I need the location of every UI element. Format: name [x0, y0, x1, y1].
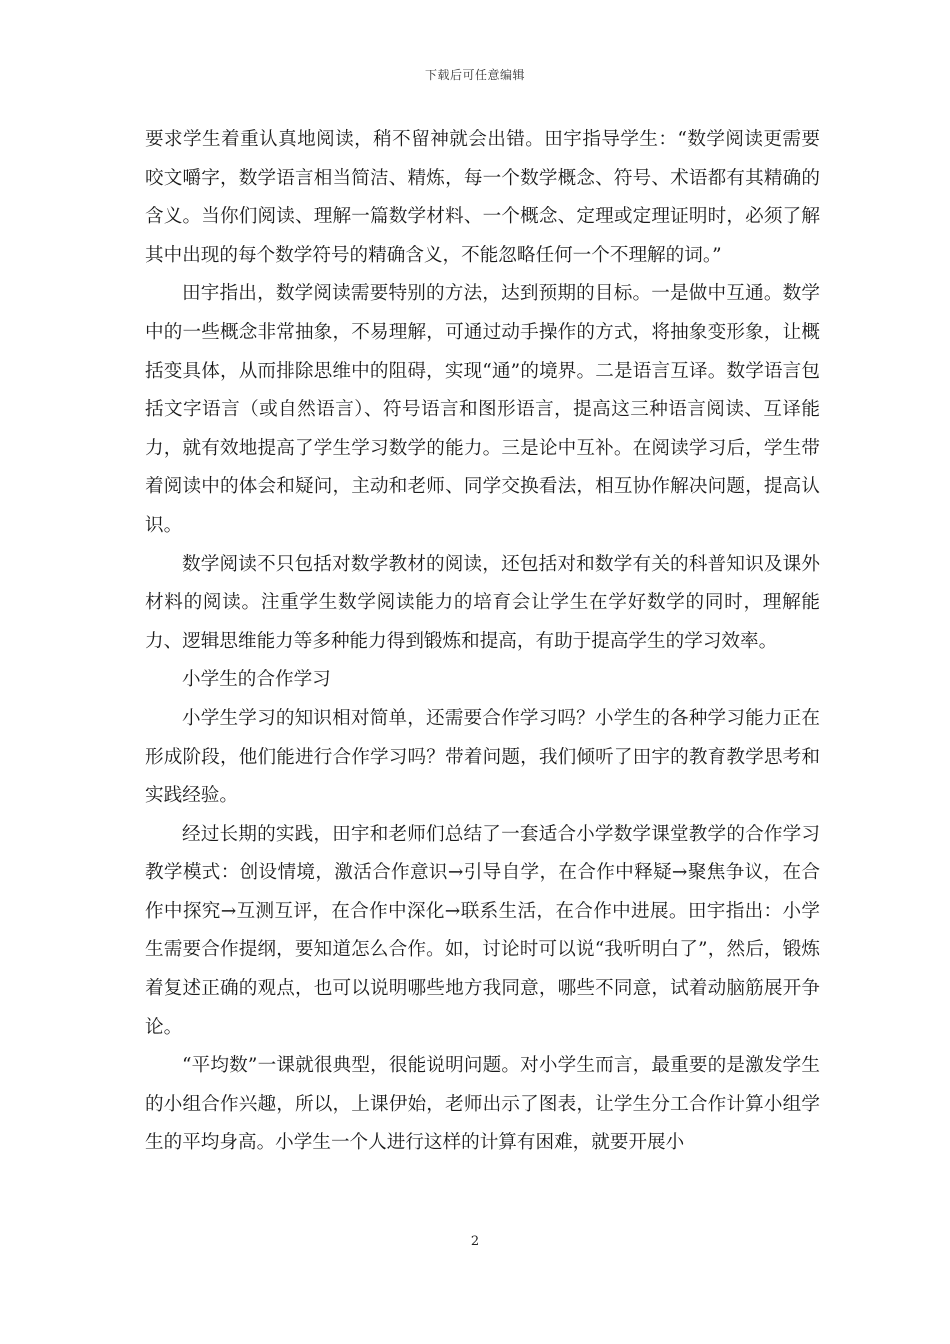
section-heading: 小学生的合作学习 — [182, 669, 331, 691]
page-number: 2 — [470, 1234, 480, 1249]
page-header: 下载后可任意编辑 — [424, 68, 525, 82]
document-body — [145, 121, 820, 1163]
paragraph: 小学生学习的知识相对简单，还需要合作学习吗？小学生的各种学习能力正在形成阶段，他们能进行合作学习吗？带着问题，我们倾听了田宇的教育教学思考和实践经验。 — [145, 707, 820, 807]
paragraph: 数学阅读不只包括对数学教材的阅读，还包括对和数学有关的科普知识及课外材料的阅读。注重学生数学阅读能力的培育会让学生在学好数学的同时，理解能力、逻辑思维能力等多种能力得到锻炼和提高，有助于提高学生的学习效率。 — [145, 553, 820, 652]
paragraph: 要求学生着重认真地阅读，稍不留神就会出错。田宇指导学生：“数学阅读更需要咬文嚼字，数学语言相当简洁、精炼，每一个数学概念、符号、术语都有其精确的含义。当你们阅读、理解一篇数学材料、一个概念、定理或定理证明时，必须了解其中出现的每个数学符号的精确含义，不能忽略任何一个不理解的词。” — [145, 129, 820, 266]
paragraph: 经过长期的实践，田宇和老师们总结了一套适合小学数学课堂教学的合作学习教学模式：创设情境，激活合作意识→引导自学，在合作中释疑→聚焦争议，在合作中探究→互测互评，在合作中深化→联系生活，在合作中进展。田宇指出：小学生需要合作提纲，要知道怎么合作。如，讨论时可以说“我听明白了”，然后，锻炼着复述正确的观点，也可以说明哪些地方我同意，哪些不同意，试着动脑筋展开争论。 — [145, 823, 820, 1038]
paragraph: 田宇指出，数学阅读需要特别的方法，达到预期的目标。一是做中互通。数学中的一些概念非常抽象，不易理解，可通过动手操作的方式，将抽象变形象，让概括变具体，从而排除思维中的阻碍，实现“通”的境界。二是语言互译。数学语言包括文字语言（或自然语言）、符号语言和图形语言，提高这三种语言阅读、互译能力，就有效地提高了学生学习数学的能力。三是论中互补。在阅读学习后，学生带着阅读中的体会和疑问，主动和老师、同学交换看法，相互协作解决问题，提高认识。 — [145, 283, 820, 536]
paragraph: “平均数”一课就很典型，很能说明问题。对小学生而言，最重要的是激发学生的小组合作兴趣，所以，上课伊始，老师出示了图表，让学生分工合作计算小组学生的平均身高。小学生一个人进行这样的计算有困难，就要开展小 — [145, 1055, 820, 1154]
